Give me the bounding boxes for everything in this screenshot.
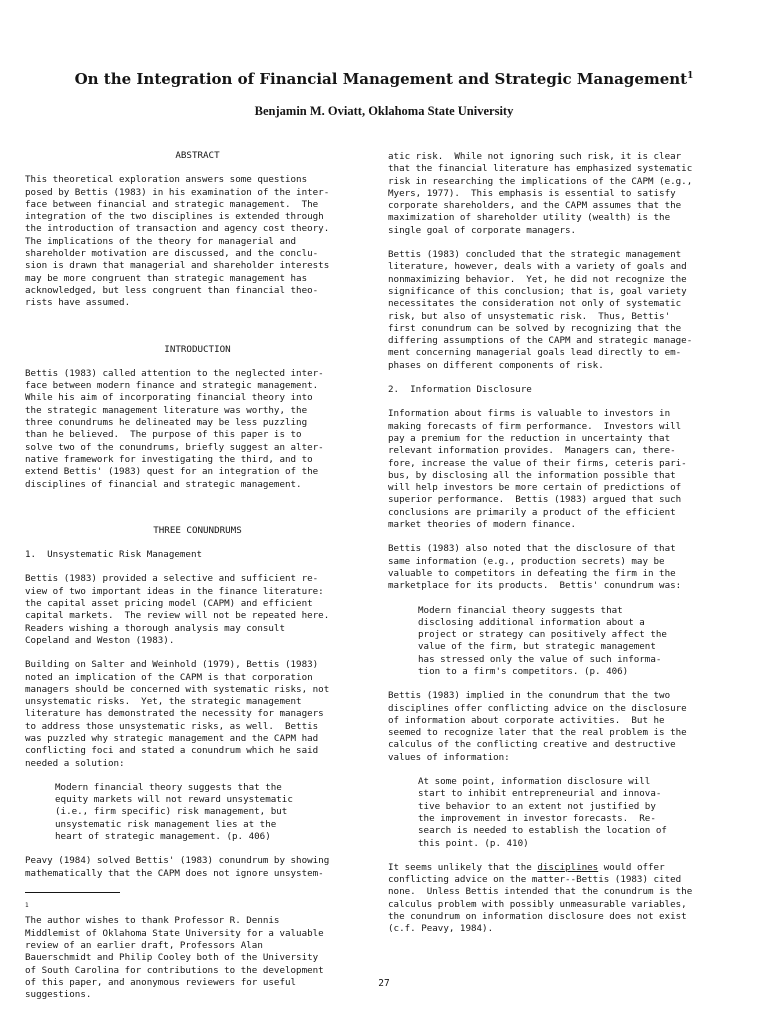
text-line: unsystematic risk management lies at the [55,818,277,830]
text-line: that the financial literature has emphasized systematic [388,163,693,175]
text-line: (c.f. Peavy, 1984). [388,923,494,935]
text-line: of information about corporate activities. But he [388,714,665,726]
text-line: none. Unless Bettis intended that the conundrum is the [388,886,693,898]
text-line: corporate shareholders, and the CAPM assumes that the [388,200,682,212]
text-line: atic risk. While not ignoring such risk, it is clear [388,151,682,162]
three-conundrums-heading: THREE CONUNDRUMS [153,524,242,536]
text-line: solve two of the conundrums, briefly suggest an alter- [25,441,324,453]
body-paragraph [388,249,738,372]
body-paragraph [388,408,738,531]
text-line: Modern financial theory suggests that [418,604,623,616]
text-line: acknowledged, but less congruent than financial theo- [25,284,319,296]
text-line: disciplines offer conflicting advice on the disclosure [388,702,687,714]
title-footnote-marker: 1 [687,71,694,81]
body-paragraph [388,862,738,936]
text-line: relevant information provides. Managers can, there- [388,445,676,457]
text-line: value of the firm, but strategic management [418,641,656,653]
text-line: Modern financial theory suggests that the [55,781,282,793]
block-quote [418,605,738,679]
body-paragraph [388,543,738,592]
text-line: three conundrums he delineated may be less puzzling [25,417,308,429]
text-line: Bettis (1983) implied in the conundrum that the two [388,690,671,702]
text-line: shareholder motivation are discussed, and the conclu- [25,248,319,260]
body-paragraph [25,855,370,880]
left-column [25,150,370,1001]
text-line: Copeland and Weston (1983). [25,634,175,646]
underlined-word: disciplines [537,861,599,873]
text-line: literature, however, deals with a variety of goals and [388,261,687,273]
text-line: making forecasts of firm performance. Investors will [388,420,682,432]
text-line: this point. (p. 410) [418,837,529,849]
text-line: extend Bettis' (1983) quest for an integration of the [25,466,319,478]
text-line: Bettis (1983) concluded that the strategic management [388,249,682,261]
text-line: suggestions. [25,989,92,1001]
text-line: than he believed. The purpose of this paper is to [25,429,302,441]
abstract-paragraph [25,174,370,309]
text-line: the introduction of transaction and agency cost theory. [25,223,330,235]
text-line: While his aim of incorporating financial theory into [25,392,313,404]
text-line: risk in researching the implications of the CAPM (e.g., [388,175,693,187]
text-line: native framework for investigating the third, and to [25,453,313,465]
text-line: Readers wishing a thorough analysis may consult [25,622,285,634]
page-number: 27 [378,978,390,989]
introduction-paragraph [25,368,370,491]
text-line: Peavy (1984) solved Bettis' (1983) conundrum by showing [25,855,330,867]
text-line: first conundrum can be solved by recognizing that the [388,322,682,334]
text-line: nonmaximizing behavior. Yet, he did not recognize the [388,273,687,285]
text-line: Building on Salter and Weinhold (1979), Bettis (1983) [25,659,319,671]
text-line: At some point, information disclosure will [418,776,651,788]
block-quote [55,782,370,843]
text-line: the capital asset pricing model (CAPM) and efficient [25,598,313,610]
text-line: superior performance. Bettis (1983) argued that such [388,494,682,506]
text-line: was puzzled why strategic management and the CAPM had [25,732,319,744]
text-line: face between financial and strategic management. The [25,198,319,210]
text-line: conflicting advice on the matter--Bettis (1983) cited [388,874,682,886]
body-paragraph [388,151,738,237]
text-line: tion to a firm's competitors. (p. 406) [418,665,629,677]
paper-title [0,70,768,88]
text-line: Bettis (1983) provided a selective and sufficient re- [25,573,319,585]
text-line: Bettis (1983) also noted that the disclosure of that [388,543,676,555]
text-line: calculus problem with possibly unmeasurable variables, [388,898,687,910]
text-line: Myers, 1977). This emphasis is essential to satisfy [388,187,676,199]
text-line: project or strategy can positively affect the [418,629,667,641]
text-line: seemed to recognize later that the real problem is the [388,727,687,739]
text-line: rists have assumed. [25,297,131,309]
text-line: fore, increase the value of their firms, ceteris pari- [388,457,687,469]
text-line: phases on different components of risk. [388,359,604,371]
text-line: capital markets. The review will not be repeated here. [25,610,330,622]
text-line: integration of the two disciplines is extended through [25,211,324,223]
text-line: mathematically that the CAPM does not ignore unsystem- [25,867,324,879]
footnote-marker: 1 [25,901,29,909]
text-line: It seems unlikely that the disciplines would offer [388,861,665,873]
text-line: risk, but also of unsystematic risk. Thus, Bettis' [388,310,671,322]
text-line: noted an implication of the CAPM is that corporation [25,671,313,683]
right-column [388,151,738,936]
text-line: ment concerning managerial goals lead directly to em- [388,347,682,359]
text-line: pay a premium for the reduction in uncertainty that [388,432,671,444]
text-line: unsystematic risks. Yet, the strategic management [25,696,302,708]
text-line: the strategic management literature was worthy, the [25,404,308,416]
text-line: heart of strategic management. (p. 406) [55,831,271,843]
text-line: face between modern finance and strategic management. [25,380,319,392]
text-line: differing assumptions of the CAPM and strategic manage- [388,335,693,347]
block-quote [418,776,738,850]
text-line: view of two important ideas in the finance literature: [25,585,324,597]
text-line: search is needed to establish the location of [418,825,667,837]
text-line: of South Carolina for contributions to the development [25,964,324,976]
text-line: posed by Bettis (1983) in his examination of the inter- [25,186,330,198]
text-line: Bettis (1983) called attention to the neglected inter- [25,367,324,379]
text-line: equity markets will not reward unsystematic [55,794,293,806]
author-line: Benjamin M. Oviatt, Oklahoma State University [254,104,514,118]
text-line: needed a solution: [25,757,125,769]
text-line: tive behavior to an extent not justified by [418,800,656,812]
text-line: maximization of shareholder utility (wealth) is the [388,212,671,224]
text-line: valuable to competitors in defeating the firm in the [388,567,676,579]
body-paragraph [388,690,738,764]
text-line: same information (e.g., production secrets) may be [388,555,665,567]
text-line: marketplace for its products. Bettis' conundrum was: [388,580,682,592]
text-line: the conundrum on information disclosure does not exist [388,911,687,923]
section-2-heading: 2. Information Disclosure [388,384,532,396]
body-paragraph [25,659,370,770]
text-line: disclosing additional information about a [418,616,645,628]
text-line: will help investors be more certain of predictions of [388,482,682,494]
text-line: start to inhibit entrepreneurial and innova- [418,788,662,800]
text-line: the improvement in investor forecasts. Re- [418,812,656,824]
section-1-heading: 1. Unsystematic Risk Management [25,549,203,561]
text-line: significance of this conclusion; that is, goal variety [388,285,687,297]
text-line: review of an earlier draft, Professors Alan [25,939,263,951]
text-line: single goal of corporate managers. [388,224,577,236]
text-line: This theoretical exploration answers some questions [25,174,308,186]
text-line: disciplines of financial and strategic management. [25,478,302,490]
title-text: On the Integration of Financial Management and Strategic Management [74,70,688,88]
text-line: conclusions are primarily a product of the efficient [388,506,676,518]
text-line: bus, by disclosing all the information possible that [388,469,676,481]
footnote-rule [25,892,120,893]
paragraph-lines [388,874,738,935]
body-paragraph [25,573,370,647]
text-line: Bauerschmidt and Philip Cooley both of the University [25,952,319,964]
abstract-heading: ABSTRACT [175,150,220,161]
text-line: sion is drawn that managerial and shareholder interests [25,260,330,272]
text-line: Information about firms is valuable to investors in [388,408,671,420]
text-line: market theories of modern finance. [388,519,577,531]
text-line: The author wishes to thank Professor R. Dennis [25,915,280,927]
text-line: of this paper, and anonymous reviewers for useful [25,976,297,988]
text-line: literature has demonstrated the necessity for managers [25,708,324,720]
text-line: has stressed only the value of such informa- [418,653,662,665]
text-line: (i.e., firm specific) risk management, but [55,806,288,818]
text-line: Middlemist of Oklahoma State University for a valuable [25,927,324,939]
text-line: calculus of the conflicting creative and destructive [388,739,676,751]
text-line: may be more congruent than strategic management has [25,272,308,284]
text-line: managers should be concerned with systematic risks, not [25,683,330,695]
text-line: values of information: [388,751,510,763]
text-line: The implications of the theory for managerial and [25,235,297,247]
text-line: conflicting foci and stated a conundrum which he said [25,745,319,757]
text-line: to address those unsystematic risks, as well. Bettis [25,720,319,732]
text-line: necessitates the consideration not only of systematic [388,298,682,310]
introduction-heading: INTRODUCTION [164,343,231,355]
